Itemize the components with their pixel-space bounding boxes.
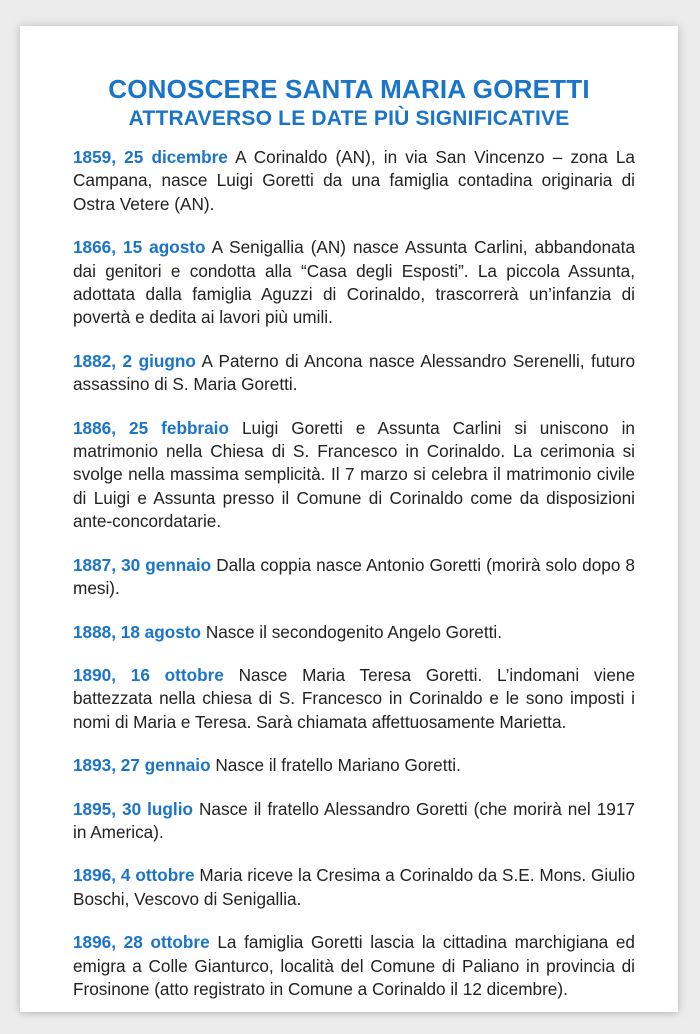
- entry-date: 1893, 27 gennaio: [73, 755, 211, 776]
- timeline-entry: [73, 350, 635, 397]
- page-title: CONOSCERE SANTA MARIA GORETTI: [108, 74, 590, 104]
- entry-text: La famiglia Goretti lascia la cittadina marchigiana ed emigra a Colle Gianturco, località del Comune di Paliano in provincia di Frosinone (atto registrato in Comune a Corinaldo il 12 dicembre).: [73, 932, 635, 999]
- entry-date: 1895, 30 luglio: [73, 798, 193, 819]
- entry-text: A Paterno di Ancona nasce Alessandro Serenelli, futuro assassino di S. Maria Goretti.: [73, 350, 636, 395]
- document-page: [20, 26, 678, 1012]
- timeline-entry: [73, 798, 635, 845]
- entry-date: 1866, 15 agosto: [73, 237, 206, 258]
- page-subtitle: ATTRAVERSO LE DATE PIÙ SIGNIFICATIVE: [128, 107, 570, 130]
- title-block: [20, 74, 678, 132]
- entry-date: 1888, 18 agosto: [73, 621, 202, 642]
- entry-date: 1896, 28 ottobre: [73, 932, 210, 953]
- timeline-entry: [73, 417, 635, 534]
- timeline-entry: [73, 864, 635, 911]
- timeline-entry: [73, 664, 635, 734]
- timeline-entry: [73, 554, 635, 601]
- entry-text: A Corinaldo (AN), in via San Vincenzo – zona La Campana, nasce Luigi Goretti da una famiglia contadina originaria di Ostra Vetere (AN).: [73, 147, 635, 214]
- timeline-entry: [73, 236, 635, 330]
- timeline-list: [73, 146, 635, 1021]
- timeline-entry: [73, 931, 635, 1001]
- entry-date: 1886, 25 febbraio: [73, 417, 229, 438]
- timeline-entry: [73, 621, 635, 644]
- entry-date: 1887, 30 gennaio: [73, 554, 212, 575]
- entry-text: Luigi Goretti e Assunta Carlini si uniscono in matrimonio nella Chiesa di S. Francesco in Corinaldo. La cerimonia si svolge nella massima semplicità. Il 7 marzo si celebra il matrimonio civile di Luigi e Assunta presso il Comune di Corinaldo come da disposizioni ante-concordatarie.: [73, 417, 635, 532]
- entry-text: Nasce il fratello Mariano Goretti.: [215, 755, 461, 776]
- entry-text: Nasce Maria Teresa Goretti. L’indomani viene battezzata nella chiesa di S. Francesco in Corinaldo e le sono imposti i nomi di Maria e Teresa. Sarà chiamata affettuosamente Marietta.: [73, 664, 635, 732]
- timeline-entry: [73, 146, 635, 216]
- entry-date: 1896, 4 ottobre: [73, 865, 195, 886]
- entry-date: 1859, 25 dicembre: [73, 147, 228, 167]
- entry-text: Dalla coppia nasce Antonio Goretti (morirà solo dopo 8 mesi).: [73, 554, 635, 599]
- entry-text: A Senigallia (AN) nasce Assunta Carlini, abbandonata dai genitori e condotta alla “Casa degli Esposti”. La piccola Assunta, adottata dalla famiglia Aguzzi di Corinaldo, trascorrerà un’infanzia di povertà e dedita ai lavori più umili.: [73, 237, 635, 328]
- timeline-entry: [73, 754, 635, 777]
- entry-text: Maria riceve la Cresima a Corinaldo da S.E. Mons. Giulio Boschi, Vescovo di Senigallia.: [73, 865, 636, 909]
- entry-date: 1882, 2 giugno: [73, 350, 196, 371]
- entry-date: 1890, 16 ottobre: [73, 664, 224, 685]
- entry-text: Nasce il secondogenito Angelo Goretti.: [205, 621, 503, 642]
- entry-text: Nasce il fratello Alessandro Goretti (che morirà nel 1917 in America).: [73, 798, 635, 842]
